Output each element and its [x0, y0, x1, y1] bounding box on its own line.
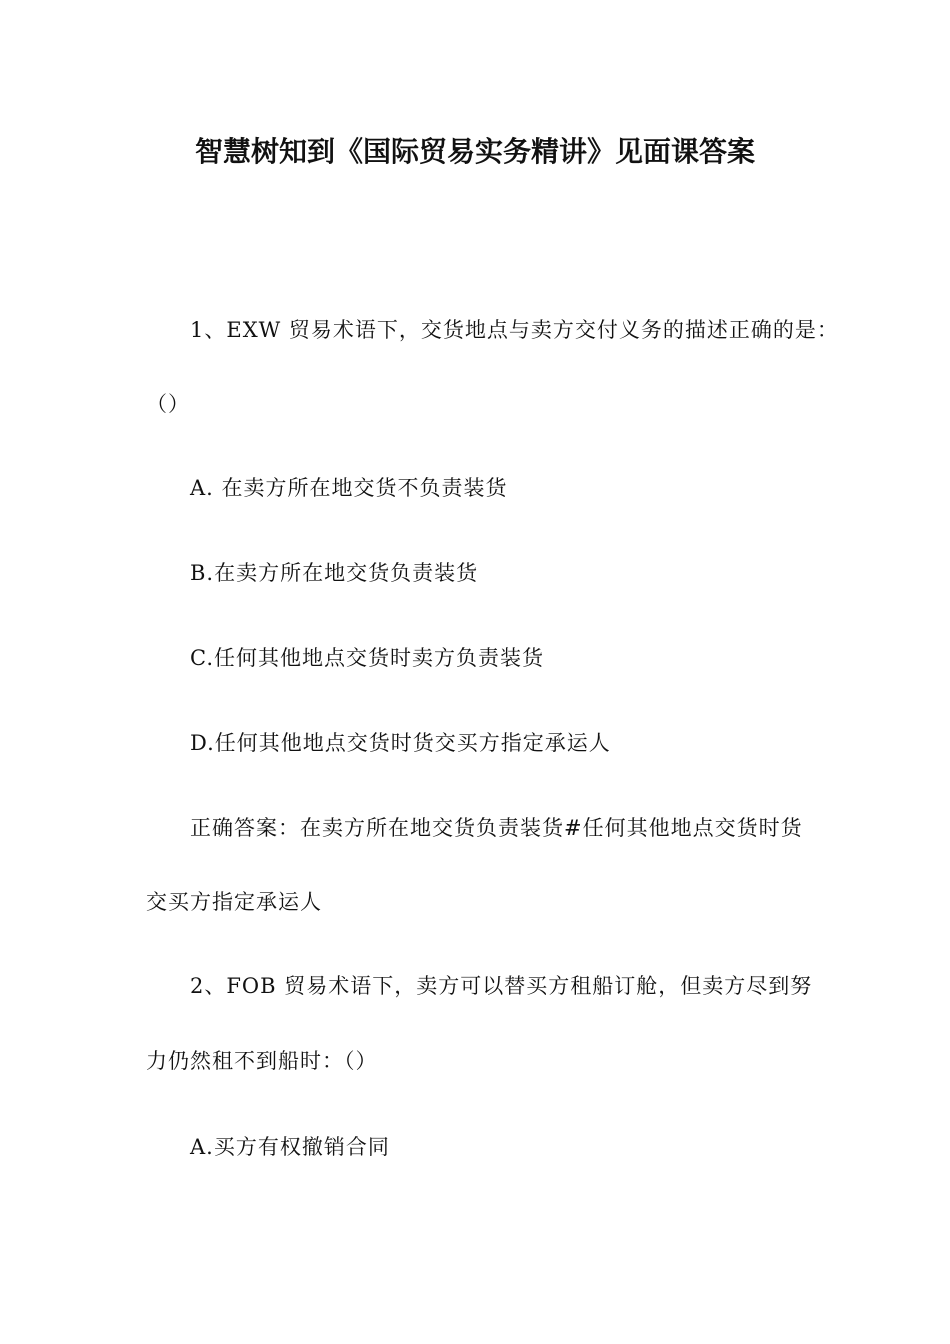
question-1-option-c: C.任何其他地点交货时卖方负责装货: [190, 646, 544, 670]
question-1-stem-line-2: （）: [146, 392, 190, 416]
document-title: 智慧树知到《国际贸易实务精讲》见面课答案: [194, 135, 755, 168]
question-1-option-d: D.任何其他地点交货时货交买方指定承运人: [190, 731, 611, 755]
question-1-option-a: A. 在卖方所在地交货不负责装货: [190, 476, 508, 500]
question-2-option-a: A.买方有权撤销合同: [190, 1135, 390, 1159]
question-1-option-b: B.在卖方所在地交货负责装货: [190, 561, 479, 585]
question-1-answer-line-2: 交买方指定承运人: [146, 890, 322, 914]
question-2-stem-line-1: 2、FOB 贸易术语下，卖方可以替买方租船订舱，但卖方尽到努: [190, 974, 813, 998]
question-1-answer-line-1: 正确答案：在卖方所在地交货负责装货#任何其他地点交货时货: [190, 816, 803, 840]
question-2-stem-line-2: 力仍然租不到船时：（）: [146, 1049, 378, 1073]
question-1-stem-line-1: 1、EXW 贸易术语下，交货地点与卖方交付义务的描述正确的是：: [190, 318, 839, 342]
